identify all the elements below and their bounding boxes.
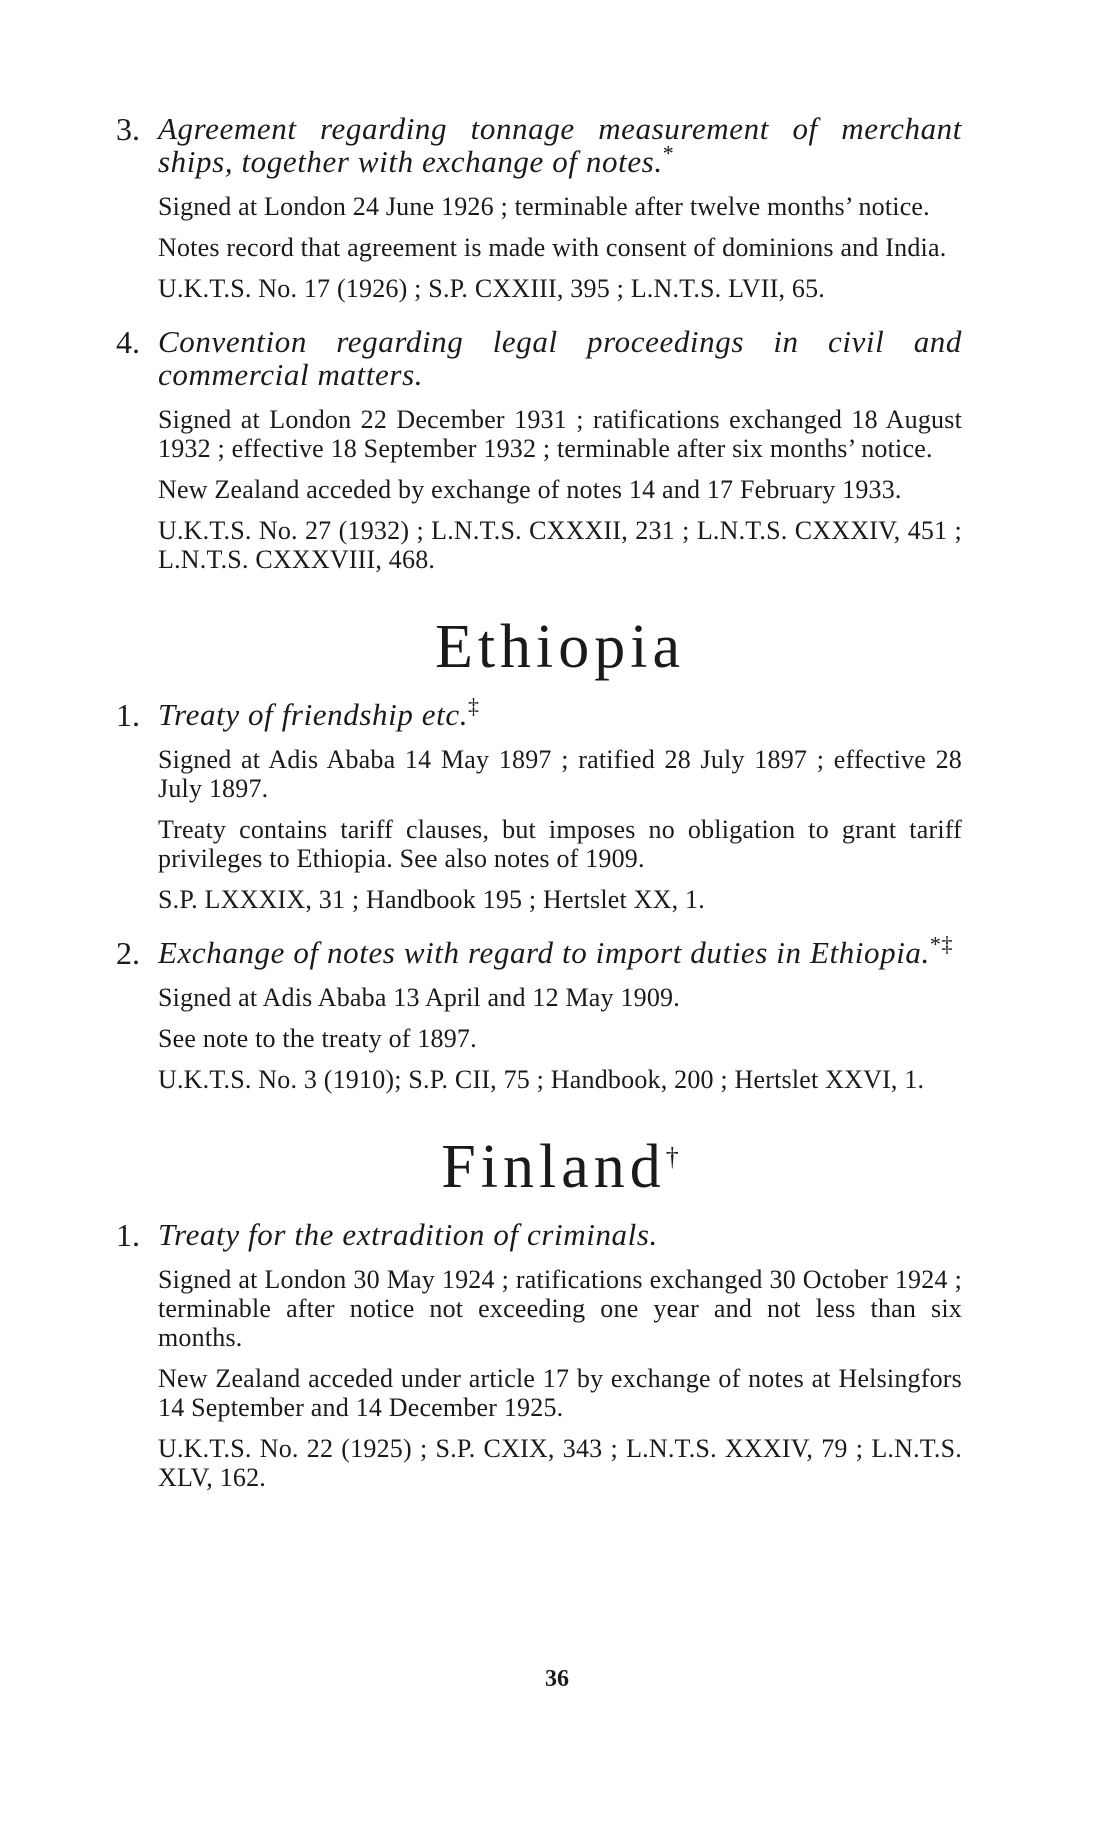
entry-citation: U.K.T.S. No. 27 (1932) ; L.N.T.S. CXXXII, 231 ; L.N.T.S. CXXXIV, 451 ; L.N.T.S. CXXXVIII, 468. <box>158 516 962 574</box>
footnote-mark: ‡ <box>468 693 480 719</box>
entry-title: Convention regarding legal proceedings in civil and commercial matters. <box>158 324 962 392</box>
entry-number: 1. <box>116 697 140 733</box>
section-heading-ethiopia: Ethiopia <box>434 613 686 681</box>
entry-number: 4. <box>116 324 140 360</box>
entry-paragraph: Notes record that agreement is made with consent of dominions and India. <box>158 233 947 262</box>
entry-paragraph: Signed at London 24 June 1926 ; terminable after twelve months’ notice. <box>158 192 930 221</box>
entry-citation: U.K.T.S. No. 22 (1925) ; S.P. CXIX, 343 ; L.N.T.S. XXXIV, 79 ; L.N.T.S. XLV, 162. <box>158 1434 962 1492</box>
entry-title: Agreement regarding tonnage measurement of merchant ships, together with exchange of notes.* <box>158 111 962 179</box>
entry-title: Treaty of friendship etc.‡ <box>158 693 480 732</box>
treaty-entry <box>116 693 962 914</box>
entry-number: 3. <box>116 111 140 147</box>
page-number: 36 <box>545 1666 569 1692</box>
entry-title: Treaty for the extradition of criminals. <box>158 1217 658 1252</box>
footnote-mark: *‡ <box>929 931 954 957</box>
entry-paragraph: New Zealand acceded under article 17 by exchange of notes at Helsingfors 14 September and 14 December 1925. <box>158 1364 962 1422</box>
treaty-entry <box>116 112 962 303</box>
entry-number: 2. <box>116 935 140 971</box>
entry-number: 1. <box>116 1217 140 1253</box>
entry-citation: U.K.T.S. No. 3 (1910); S.P. CII, 75 ; Handbook, 200 ; Hertslet XXVI, 1. <box>158 1065 925 1094</box>
entry-paragraph: Signed at Adis Ababa 13 April and 12 May 1909. <box>158 983 680 1012</box>
entry-citation: S.P. LXXXIX, 31 ; Handbook 195 ; Hertslet XX, 1. <box>158 885 705 914</box>
entry-paragraph: New Zealand acceded by exchange of notes 14 and 17 February 1933. <box>158 475 902 504</box>
entry-paragraph: Signed at London 22 December 1931 ; ratifications exchanged 18 August 1932 ; effective 18 September 1932 ; terminable after six months’ notice. <box>158 405 962 463</box>
entry-title: Exchange of notes with regard to import duties in Ethiopia.*‡ <box>158 931 954 970</box>
entry-paragraph: Signed at London 30 May 1924 ; ratifications exchanged 30 October 1924 ; terminable after notice not exceeding one year and not less than six months. <box>158 1265 962 1352</box>
entry-paragraph: See note to the treaty of 1897. <box>158 1024 477 1053</box>
footnote-mark: * <box>662 140 675 166</box>
entry-citation: U.K.T.S. No. 17 (1926) ; S.P. CXXIII, 395 ; L.N.T.S. LVII, 65. <box>158 274 825 303</box>
treaty-entry <box>116 325 962 574</box>
treaty-entry <box>116 1218 962 1492</box>
entry-paragraph: Signed at Adis Ababa 14 May 1897 ; ratified 28 July 1897 ; effective 28 July 1897. <box>158 745 962 803</box>
treaty-entry <box>116 931 962 1094</box>
footnote-mark: † <box>665 1142 679 1172</box>
entry-paragraph: Treaty contains tariff clauses, but imposes no obligation to grant tariff privileges to Ethiopia. See also notes of 1909. <box>158 815 962 873</box>
section-heading-finland: Finland† <box>441 1133 679 1201</box>
